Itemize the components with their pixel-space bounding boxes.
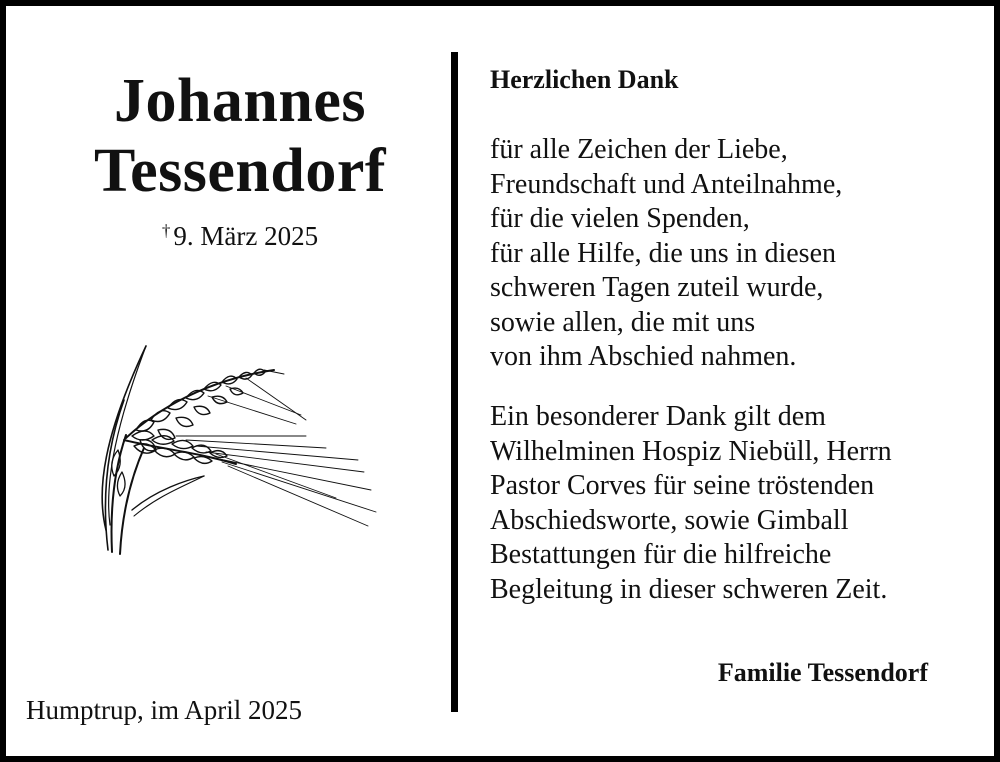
wheat-ears-icon [96,340,386,556]
text-line: von ihm Abschied nahmen. [490,341,797,372]
text-line: Wilhelminen Hospiz Niebüll, Herrn [490,435,892,467]
text-line: schweren Tagen zuteil wurde, [490,272,824,303]
text-line: Abschiedsworte, sowie Gimball [490,504,849,536]
text-line: Freundschaft und Anteilnahme, [490,168,843,200]
cross-symbol: † [161,221,171,240]
thanks-heading: Herzlichen Dank [490,65,679,94]
column-divider [451,52,458,712]
deceased-last-name: Tessendorf [93,137,387,205]
text-line: Bestattungen für die hilfreiche [490,539,832,570]
text-line: für die vielen Spenden, [490,203,750,234]
place-and-date: Humptrup, im April 2025 [26,695,302,725]
text-line: sowie allen, die mit uns [490,306,756,338]
thanks-paragraph-2 [490,400,892,607]
text-line: für alle Zeichen der Liebe, [490,134,788,165]
text-line: Ein besonderer Dank gilt dem [490,401,826,432]
death-date: 9. März 2025 [173,221,319,251]
text-line: für alle Hilfe, die uns in diesen [490,237,837,269]
text-line: Pastor Corves für seine tröstenden [490,470,875,501]
thanks-paragraph-1 [490,133,842,375]
text-line: Begleitung in dieser schweren Zeit. [490,573,888,605]
death-date-line [40,214,440,253]
deceased-first-name: Johannes [113,67,367,135]
family-signature: Familie Tessendorf [717,658,928,687]
